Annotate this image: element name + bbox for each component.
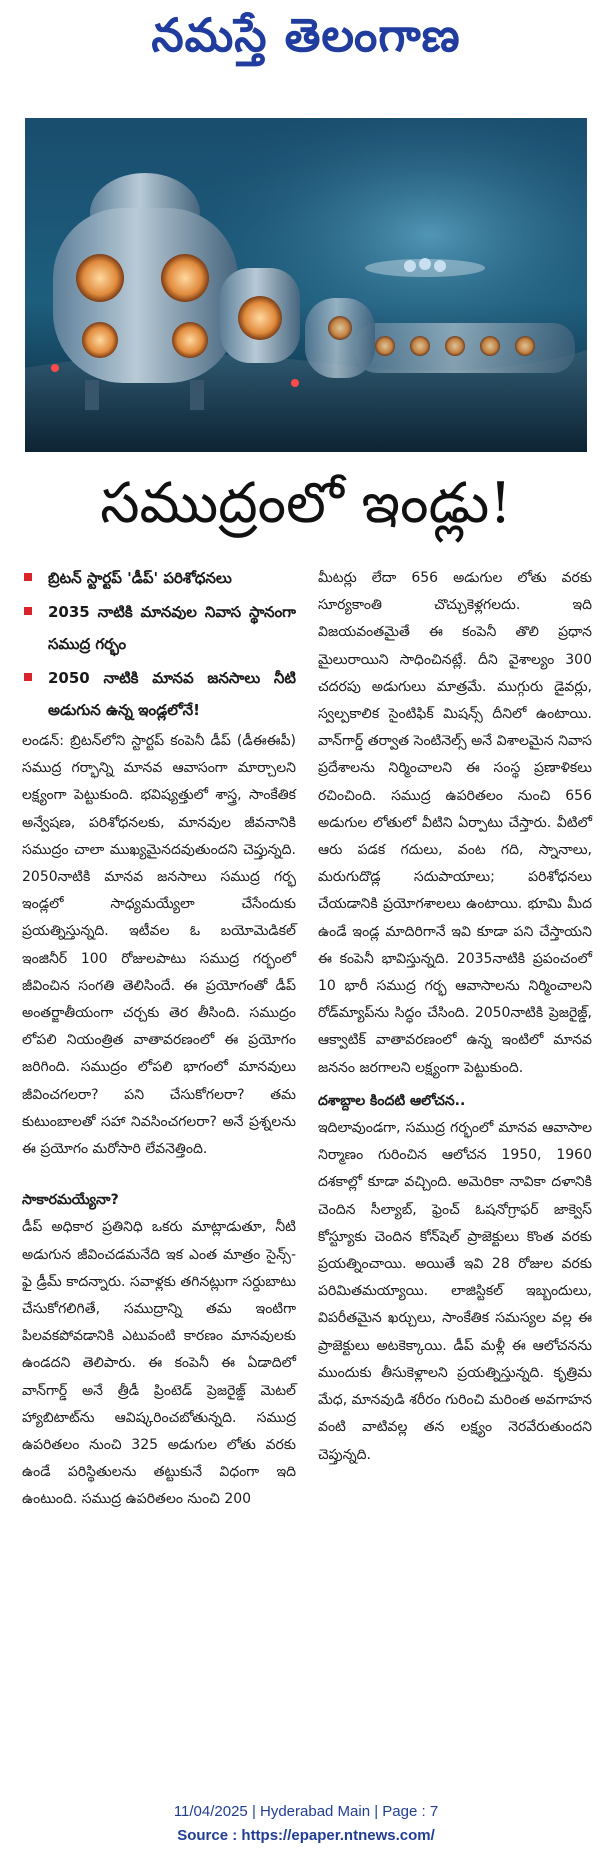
newspaper-title: నమస్తే తెలంగాణ — [151, 8, 461, 62]
bullet-item: 2050 నాటికి మానవ జనసాలు నీటి అడుగున ఉన్న ఇండ్లలోనే! — [22, 662, 296, 726]
article-paragraph: ఇదిలావుండగా, సముద్ర గర్భంలో మానవ ఆవాసాల నిర్మాణం గురించిన ఆలోచన 1950, 1960 దశకాల్లో కూడా వచ్చింది. అమెరికా నావికా దళానికి చెందిన సీల్యాబ్, ఫ్రెంచ్ ఓషనోగ్రాఫర్ జాక్వెస్ కోస్ట్యూకు చెందిన కోన్‌షెల్ ప్రాజెక్టులు కొంత వరకు ప్రయత్నించాయి. అయితే ఇవి 28 రోజుల వరకు పరిమితమయ్యాయి. లాజిస్టికల్ ఇబ్బందులు, విపరీతమైన ఖర్చులు, సాంకేతిక సమస్యల వల్ల ఈ ప్రాజెక్టులు అటకెక్కాయి. డీప్ మళ్లీ ఈ ఆలోచనను ముందుకు తీసుకెళ్లాలని ప్రయత్నిస్తున్నది. కృత్రిమ మేధ, మానవుడి శరీరం గురించి మరింత అవగాహన వంటి వాటివల్ల తన లక్ష్యం నెరవేరుతుందని చెప్తున్నది. — [318, 1120, 592, 1463]
page-footer — [0, 1800, 612, 1848]
masthead — [0, 0, 612, 82]
article-subheading: దశాబ్దాల కిందటి ఆలోచన.. — [318, 1092, 466, 1109]
article-paragraph: మీటర్లు లేదా 656 అడుగుల లోతు వరకు సూర్యకాంతి చొచ్చుకెళ్లగలదు. ఇది విజయవంతమైతే ఈ కంపెనీ తొలి ప్రధాన మైలురాయిని సాధించినట్లే. దీని వైశాల్యం 300 చదరపు అడుగులు మాత్రమే. ముగ్గురు డైవర్లు, స్వల్పకాలిక సైంటిఫిక్ మిషన్స్ దీనిలో ఉంటాయి. వాన్‌గార్డ్ తర్వాత సెంటినెల్స్ అనే విశాలమైన నివాస ప్రదేశాలను నిర్మించాలని ఈ సంస్థ ప్రణాళికలు రచించింది. సముద్ర ఉపరితలం నుంచి 656 అడుగుల లోతులో వీటిని ఏర్పాటు చేస్తారు. వీటిలో ఆరు పడక గదులు, వంట గది, స్నానాలు, మరుగుదొడ్ల సదుపాయాలు; పరిశోధనలు చేయడానికి ప్రయోగశాలలు ఉంటాయి. భూమి మీద ఉండే ఇండ్ల మాదిరిగానే ఇవి కూడా పని చేస్తాయని ఈ కంపెనీ భావిస్తున్నది. 2035నాటికి ప్రపంచంలో 10 భారీ సముద్ర గర్భ ఆవాసాలను నిర్మించాలని రోడ్‌మ్యాప్‌ను సిద్ధం చేసింది. 2050నాటికి ప్రెజరైజ్డ్, ఆక్వాటిక్ వాతావరణంలో ఉన్న ఇంటిలో మానవ జననం జరగాలని లక్ష్యంగా పెట్టుకుంది. — [318, 570, 592, 1076]
bullet-square-icon — [24, 607, 32, 615]
edition-info: 11/04/2025 | Hyderabad Main | Page : 7 — [173, 1803, 439, 1820]
bullet-square-icon — [24, 673, 32, 681]
article-intro-paragraph: లండన్: బ్రిటన్‌లోని స్టార్టప్ కంపెనీ డీప్ (డీఈఈపీ) సముద్ర గర్భాన్ని మానవ ఆవాసంగా మార్చాలని లక్ష్యంగా పెట్టుకుంది. భవిష్యత్తులో శాస్త్ర, సాంకేతిక అన్వేషణ, పరిశోధనలకు, మానవుల జీవనానికి సముద్రం చాలా ముఖ్యమైనదవుతుందని చెప్తున్నది. 2050నాటికి మానవ జనసాలు సముద్ర గర్భ ఇండ్లలో సాధ్యమయ్యేలా చేసేందుకు ప్రయత్నిస్తున్నది. ఇటీవల ఓ బయోమెడికల్ ఇంజినీర్ 100 రోజులపాటు సముద్ర గర్భంలో జీవించిన సంగతి తెలిసిందే. ఈ ప్రయోగంతో డీప్ అంతర్జాతీయంగా చర్చకు తెర తీసింది. సముద్రం లోపలి నియంత్రిత వాతావరణంలో ఈ ప్రయోగం జరిగింది. సముద్రం లోపలి భాగంలో మానవులు జీవించగలరా? పని చేసుకోగలరా? తమ కుటుంబాలతో సహా నివసించగలరా? అనే ప్రశ్నలను ఈ ప్రయోగం మరోసారి లేవనెత్తింది. — [22, 733, 296, 1158]
article-subheading: సాకారమయ్యేనా? — [22, 1192, 119, 1209]
article-bullets — [22, 562, 296, 726]
underwater-habitat-illustration — [25, 118, 587, 452]
article-column-left — [22, 562, 296, 1514]
article-column-right — [318, 565, 592, 1469]
article-headline: సముద్రంలో ఇండ్లు! — [100, 471, 512, 536]
article-paragraph: డీప్ అధికార ప్రతినిధి ఒకరు మాట్లాడుతూ, నీటి అడుగున జీవించడమనేది ఇక ఎంత మాత్రం సైన్స్‌-ఫై డ్రీమ్ కాదన్నారు. సవాళ్లకు తగినట్లుగా సర్దుబాటు చేసుకోగలిగితే, సముద్రాన్ని తమ ఇంటిగా పిలవకపోవడానికి ఎటువంటి కారణం మానవులకు ఉండదని తెలిపారు. ఈ కంపెనీ ఈ ఏడాదిలో వాన్‌గార్డ్ అనే త్రీడీ ప్రింటెడ్ ప్రెజరైజ్డ్ మెటల్ హ్యాబిటాట్‌ను ఆవిష్కరించబోతున్నది. సముద్ర ఉపరితలం నుంచి 325 అడుగుల లోతు వరకు ఉండే పరిస్థితులను తట్టుకునే విధంగా ఇది ఉంటుంది. సముద్ర ఉపరితలం నుంచి 200 — [22, 1219, 296, 1508]
bullet-item: బ్రిటన్ స్టార్టప్ 'డీప్' పరిశోధనలు — [22, 562, 296, 594]
bullet-square-icon — [24, 573, 32, 581]
article-photo — [25, 118, 587, 452]
bullet-item: 2035 నాటికి మానవుల నివాస స్థానంగా సముద్ర గర్భం — [22, 596, 296, 660]
source-link[interactable]: Source : https://epaper.ntnews.com/ — [177, 1827, 435, 1844]
